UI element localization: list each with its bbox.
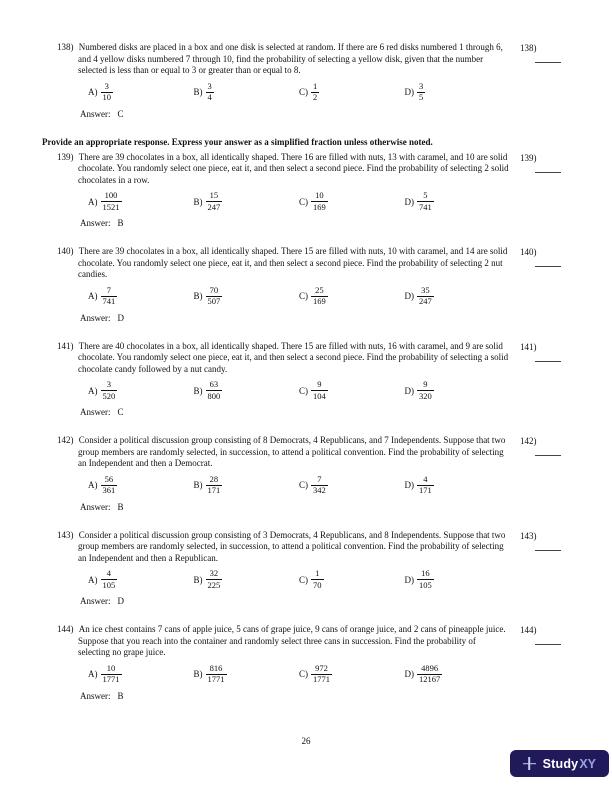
answer-blank-line (535, 266, 561, 267)
fraction-numerator: 4 (101, 569, 118, 580)
fraction-numerator: 3 (101, 380, 118, 391)
fraction-numerator: 15 (206, 191, 223, 202)
answer-choice (299, 569, 405, 590)
fraction (417, 475, 434, 496)
margin-answer-slot (520, 247, 580, 267)
fraction (206, 380, 223, 401)
question-number: 140) (57, 246, 76, 256)
choice-label: B) (193, 87, 203, 97)
answer-value: B (117, 218, 124, 228)
fraction-denominator: 507 (207, 296, 221, 306)
fraction-denominator: 320 (419, 390, 432, 401)
fraction-numerator: 9 (417, 380, 434, 391)
answer-value: B (117, 690, 124, 701)
question-paragraph (57, 42, 510, 77)
fraction-numerator: 10 (311, 191, 328, 202)
fraction-denominator: 4 (207, 92, 212, 102)
answer-choice (88, 475, 194, 496)
question-number: 144) (57, 624, 76, 634)
answer-value: D (117, 596, 124, 606)
logo-text-xy: XY (579, 756, 596, 771)
fraction-numerator: 35 (417, 286, 434, 297)
question-block (42, 246, 537, 324)
choices-row (88, 82, 510, 103)
fraction-numerator: 10 (101, 664, 122, 675)
margin-answer-slot (520, 43, 580, 63)
answer-blank-line (535, 62, 561, 63)
answer-value: C (117, 108, 124, 119)
answer-choice (88, 286, 194, 307)
answer-choice (405, 380, 511, 401)
fraction-numerator: 4 (417, 475, 434, 486)
fraction-numerator: 7 (101, 286, 118, 297)
studyxy-logo (510, 750, 609, 777)
choices-row (88, 475, 510, 496)
answer-choice (194, 475, 300, 496)
margin-question-number: 144) (520, 625, 537, 635)
choices-row (88, 664, 510, 685)
fraction-denominator: 1771 (102, 674, 120, 684)
margin-answer-slot (520, 436, 580, 456)
fraction-numerator: 1 (311, 569, 324, 580)
fraction (206, 569, 223, 590)
answer-line (80, 109, 510, 120)
answer-choice (194, 286, 300, 307)
choice-label: B) (193, 480, 203, 490)
question-block (42, 624, 537, 702)
fraction (311, 380, 328, 401)
answer-choice (299, 191, 405, 212)
choice-label: C) (299, 87, 308, 97)
fraction (101, 82, 114, 103)
answer-label: Answer: (80, 312, 111, 323)
fraction-denominator: 70 (313, 579, 322, 590)
question-number: 139) (57, 151, 76, 162)
fraction-numerator: 9 (311, 380, 328, 391)
fraction-denominator: 10 (102, 92, 111, 102)
fraction (311, 286, 328, 307)
fraction (311, 664, 332, 685)
fraction (311, 82, 319, 103)
fraction-denominator: 741 (102, 296, 116, 306)
fraction-numerator: 5 (417, 191, 434, 202)
question-number: 143) (57, 529, 76, 540)
fraction (101, 569, 118, 590)
fraction-denominator: 12167 (419, 674, 441, 684)
fraction-numerator: 1 (313, 80, 318, 91)
answer-label: Answer: (80, 407, 111, 417)
answer-choice (299, 82, 405, 103)
choice-label: B) (193, 669, 203, 679)
answer-label: Answer: (80, 596, 111, 606)
answer-choice (88, 569, 194, 590)
choice-label: A) (88, 574, 98, 585)
answer-line (80, 407, 510, 418)
answer-choice (405, 82, 511, 103)
question-paragraph (57, 246, 510, 281)
answer-blank-line (535, 455, 561, 456)
choice-label: D) (404, 385, 414, 396)
answer-choice (405, 664, 511, 685)
choice-label: B) (193, 196, 203, 207)
answer-choice (405, 286, 511, 307)
question-number: 138) (57, 42, 76, 52)
fraction (101, 191, 122, 212)
fraction-denominator: 225 (207, 579, 221, 590)
fraction (311, 191, 328, 212)
fraction-numerator: 32 (206, 569, 223, 580)
choice-label: C) (299, 480, 308, 490)
margin-question-number: 139) (520, 152, 537, 163)
fraction-numerator: 7 (311, 475, 328, 486)
fraction (417, 569, 434, 590)
fraction-numerator: 4896 (417, 664, 442, 675)
answer-line (80, 691, 510, 702)
fraction (417, 191, 434, 212)
question-block (42, 340, 537, 419)
choice-label: A) (88, 196, 98, 207)
answer-choice (194, 82, 300, 103)
answer-choice (88, 191, 194, 212)
answer-line (80, 502, 510, 513)
answer-choice (194, 569, 300, 590)
choice-label: B) (193, 574, 203, 585)
margin-answer-slot (520, 153, 580, 173)
margin-answer-slot (520, 625, 580, 645)
choice-label: D) (404, 291, 414, 301)
fraction-denominator: 171 (419, 485, 432, 495)
fraction-numerator: 25 (311, 286, 328, 297)
fraction-denominator: 361 (102, 485, 116, 495)
question-text: Numbered disks are placed in a box and one disk is selected at random. If there are 6 red disks numbered 1 through 6, and 4 yellow disks numbered 7 through 10, find the probability of selecting a yellow disk, given that the number selected is less than or equal to 3 or greater than or equal to 8. (78, 42, 503, 75)
logo-text-study: Study (542, 756, 579, 771)
fraction (101, 664, 122, 685)
fraction (417, 286, 434, 307)
answer-choice (88, 82, 194, 103)
fraction-numerator: 56 (101, 475, 118, 486)
answer-blank-line (535, 361, 561, 362)
fraction-denominator: 342 (313, 485, 326, 495)
question-paragraph (57, 435, 510, 470)
fraction-numerator: 972 (311, 664, 332, 675)
fraction (101, 475, 118, 496)
choice-label: C) (299, 669, 308, 679)
fraction-numerator: 100 (101, 191, 122, 202)
answer-label: Answer: (80, 690, 111, 701)
question-text: There are 39 chocolates in a box, all identically shaped. There 16 are filled with nuts, 13 with caramel, and 10 are solid chocolate. You randomly select one piece, eat it, and then select a second piece. Find the probability of selecting 2 solid chocolates in a row. (78, 151, 509, 185)
choice-label: C) (299, 574, 308, 585)
margin-question-number: 142) (520, 436, 537, 446)
margin-question-number: 143) (520, 530, 537, 541)
fraction (206, 475, 223, 496)
answer-label: Answer: (80, 218, 111, 228)
choice-label: D) (404, 480, 414, 490)
fraction-numerator: 70 (206, 286, 223, 297)
fraction (206, 82, 214, 103)
question-text: An ice chest contains 7 cans of apple juice, 5 cans of grape juice, 9 cans of orange juice, and 2 cans of pineapple juice. Suppose that you reach into the container and randomly select three cans in succession. Find the probability of selecting no grape juice. (78, 624, 506, 657)
answer-choice (194, 191, 300, 212)
answer-blank-line (535, 550, 561, 551)
choice-label: D) (404, 669, 414, 679)
choice-label: A) (88, 291, 98, 301)
answer-choice (299, 286, 405, 307)
question-text: Consider a political discussion group consisting of 3 Democrats, 4 Republicans, and 8 Independents. Suppose that two group members are randomly selected, in succession, to attend a political convention. Find the probability of selecting an Independent and then a Republican. (78, 529, 506, 563)
answer-line (80, 218, 510, 229)
fraction-numerator: 816 (206, 664, 227, 675)
margin-question-number: 138) (520, 43, 537, 53)
answer-choice (194, 380, 300, 401)
fraction (206, 286, 223, 307)
choice-label: C) (299, 385, 308, 396)
fraction (101, 380, 118, 401)
choices-row (88, 380, 510, 401)
fraction (206, 664, 227, 685)
question-text: There are 40 chocolates in a box, all identically shaped. There 15 are filled with nuts, 16 with caramel, and 9 are solid chocolate. You randomly select one piece, eat it, and then select a second piece. Find the probability of selecting a solid chocolate candy followed by a nut candy. (78, 340, 509, 374)
choice-label: B) (193, 291, 203, 301)
choice-label: D) (404, 196, 414, 207)
margin-answer-slot (520, 531, 580, 551)
answer-label: Answer: (80, 108, 111, 119)
fraction-denominator: 169 (313, 296, 326, 306)
choice-label: B) (193, 385, 203, 396)
fraction-denominator: 2 (313, 92, 318, 102)
plus-icon (523, 757, 536, 770)
fraction (417, 664, 442, 685)
answer-choice (405, 475, 511, 496)
fraction-denominator: 741 (419, 201, 432, 212)
question-block (42, 42, 537, 120)
question-text: There are 39 chocolates in a box, all identically shaped. There 15 are filled with nuts, 10 with caramel, and 14 are solid chocolate. You randomly select one piece, eat it, and then select a second piece. Find the probability of selecting 2 nut candies. (78, 246, 508, 279)
choice-label: D) (404, 574, 414, 585)
fraction-denominator: 247 (419, 296, 432, 306)
fraction (311, 569, 324, 590)
fraction-denominator: 800 (207, 390, 221, 401)
fraction-denominator: 105 (102, 579, 116, 590)
fraction-numerator: 16 (417, 569, 434, 580)
answer-choice (405, 569, 511, 590)
choice-label: C) (299, 291, 308, 301)
question-paragraph (57, 341, 510, 376)
fraction-denominator: 520 (102, 390, 116, 401)
answer-line (80, 596, 510, 607)
page-number: 26 (301, 736, 311, 746)
fraction-denominator: 105 (419, 579, 432, 590)
choice-label: A) (88, 669, 98, 679)
fraction (101, 286, 118, 307)
fraction-denominator: 1771 (313, 674, 330, 684)
margin-question-number: 140) (520, 247, 537, 257)
fraction-numerator: 3 (207, 80, 212, 91)
fraction-numerator: 3 (419, 80, 424, 91)
choice-label: A) (88, 480, 98, 490)
questions-container (42, 42, 537, 719)
fraction-denominator: 1771 (207, 674, 225, 684)
fraction-denominator: 5 (419, 92, 424, 102)
fraction-denominator: 1521 (102, 201, 120, 212)
answer-choice (299, 475, 405, 496)
fraction (417, 380, 434, 401)
question-paragraph (57, 624, 510, 659)
question-block (42, 151, 537, 230)
choices-row (88, 286, 510, 307)
answer-blank-line (535, 172, 561, 173)
fraction-numerator: 63 (206, 380, 223, 391)
question-text: Consider a political discussion group consisting of 8 Democrats, 4 Republicans, and 7 Independents. Suppose that two group members are randomly selected, in succession, to attend a political convention. Find the probability of selecting an Independent and then a Democrat. (78, 435, 506, 468)
choice-label: A) (88, 87, 98, 97)
choices-row (88, 569, 510, 590)
fraction-denominator: 104 (313, 390, 326, 401)
answer-line (80, 313, 510, 324)
answer-value: D (117, 312, 124, 323)
question-paragraph (57, 530, 510, 565)
answer-choice (88, 380, 194, 401)
choices-row (88, 191, 510, 212)
choice-label: C) (299, 196, 308, 207)
answer-choice (299, 664, 405, 685)
section-header: Provide an appropriate response. Express your answer as a simplified fraction unless otherwise noted. (42, 136, 433, 147)
answer-choice (405, 191, 511, 212)
question-number: 141) (57, 340, 76, 351)
choice-label: D) (404, 87, 414, 97)
answer-value: C (117, 407, 124, 417)
question-number: 142) (57, 435, 76, 445)
fraction-numerator: 3 (101, 82, 114, 93)
margin-question-number: 141) (520, 341, 537, 352)
fraction (417, 82, 425, 103)
answer-blank-line (535, 644, 561, 645)
answer-value: B (117, 501, 124, 512)
fraction (206, 191, 223, 212)
margin-answer-slot (520, 342, 580, 362)
choice-label: A) (88, 385, 98, 396)
answer-label: Answer: (80, 501, 111, 512)
fraction-numerator: 28 (206, 475, 223, 486)
answer-choice (88, 664, 194, 685)
question-block (42, 435, 537, 513)
fraction-denominator: 247 (207, 201, 221, 212)
question-block (42, 529, 537, 608)
fraction-denominator: 171 (207, 485, 221, 495)
answer-choice (299, 380, 405, 401)
fraction-denominator: 169 (313, 201, 326, 212)
fraction (311, 475, 328, 496)
answer-choice (194, 664, 300, 685)
question-paragraph (57, 152, 510, 187)
